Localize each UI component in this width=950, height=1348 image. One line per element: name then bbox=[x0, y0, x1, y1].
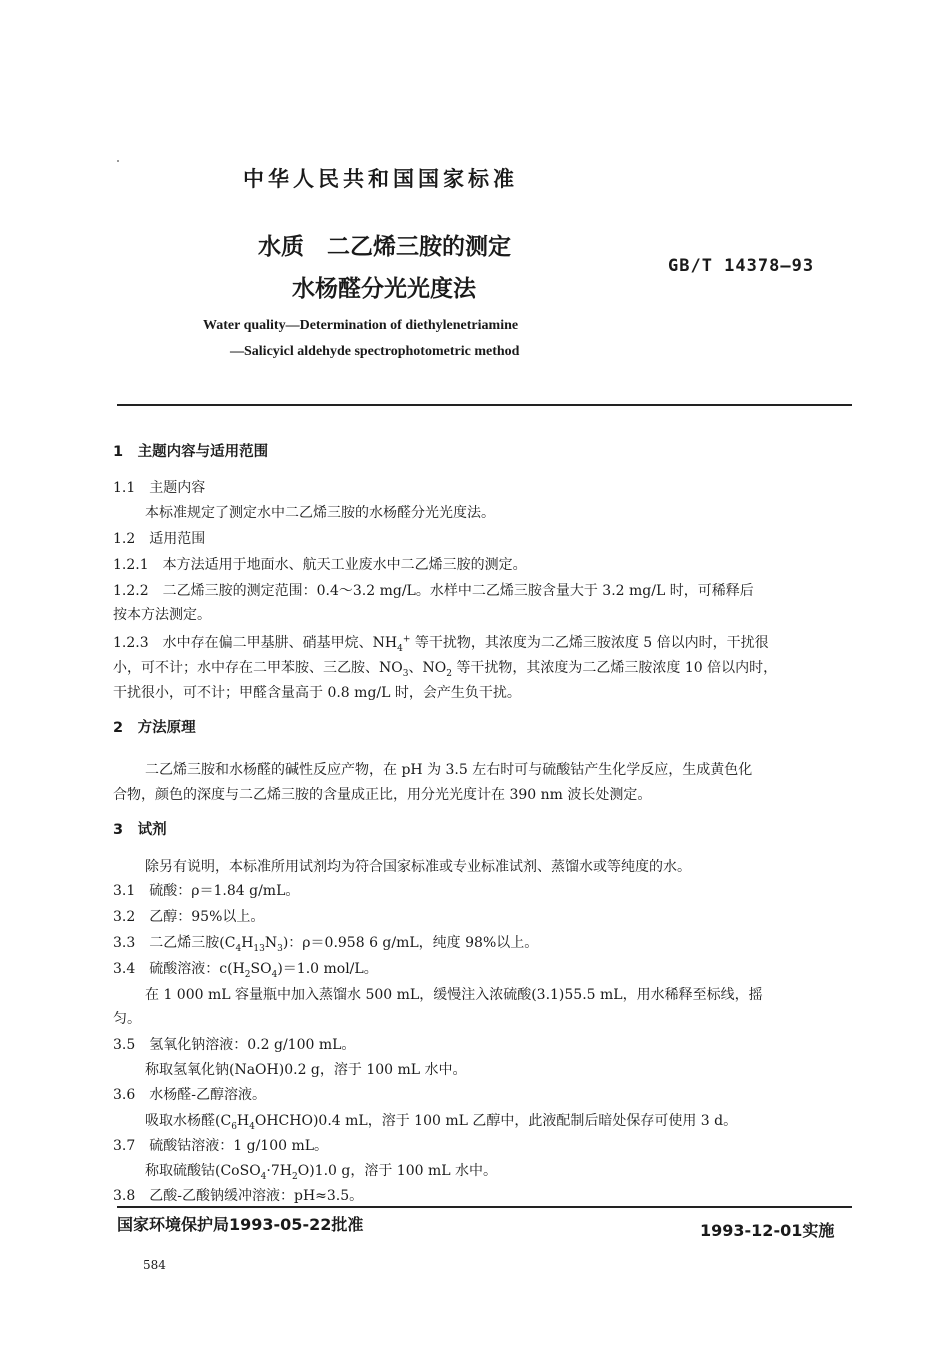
section-2-text-line1: 二乙烯三胺和水杨醛的碱性反应产物，在 pH 为 3.5 左右时可与硫酸钴产生化学反应，生成黄色化 bbox=[145, 762, 753, 778]
section-3-2: 3.2 乙醇：95%以上。 bbox=[113, 909, 265, 925]
section-1-2-3-line2: 小，可不计；水中存在二甲苯胺、三乙胺、$NO_3$、$NO_2$ 等干扰物，其浓度为二乙烯三胺浓度 10 倍以内时， bbox=[113, 660, 778, 679]
section-3-1: 3.1 硫酸：ρ＝1.84 g/mL。 bbox=[113, 883, 300, 899]
section-3-8: 3.8 乙酸-乙酸钠缓冲溶液：pH≈3.5。 bbox=[113, 1188, 364, 1204]
section-2-text-line2: 合物，颜色的深度与二乙烯三胺的含量成正比，用分光光度计在 390 nm 波长处测定。 bbox=[113, 787, 652, 803]
section-1-2-heading: 1.2 适用范围 bbox=[113, 531, 206, 547]
section-3-7-text: 称取硫酸钴$(CoSO_4\cdot 7H_2O)1.0$ g，溶于 100 mL 水中。 bbox=[145, 1163, 497, 1182]
english-title-line2: —Salicyicl aldehyde spectrophotometric method bbox=[230, 344, 520, 359]
section-3-6: 3.6 水杨醛-乙醇溶液。 bbox=[113, 1087, 266, 1103]
section-3-text: 除另有说明，本标准所用试剂均为符合国家标准或专业标准试剂、蒸馏水或等纯度的水。 bbox=[145, 859, 691, 875]
approval-date: 国家环境保护局1993-05-22批准 bbox=[117, 1215, 364, 1234]
section-3-4-text-line1: 在 1 000 mL 容量瓶中加入蒸馏水 500 mL，缓慢注入浓硫酸(3.1)55.5 mL，用水稀释至标线，摇 bbox=[145, 987, 763, 1003]
issuing-country-heading: 中华人民共和国国家标准 bbox=[243, 167, 518, 191]
section-1-2-3-line3: 干扰很小，可不计；甲醛含量高于 0.8 mg/L 时，会产生负干扰。 bbox=[113, 685, 521, 701]
footer-divider bbox=[117, 1206, 852, 1208]
page-number: 584 bbox=[143, 1258, 166, 1272]
header-divider bbox=[117, 404, 852, 406]
section-3-7: 3.7 硫酸钴溶液：1 g/100 mL。 bbox=[113, 1138, 329, 1154]
section-3-4: 3.4 硫酸溶液：$c(H_2SO_4)=1.0$ mol/L。 bbox=[113, 961, 378, 980]
section-1-heading: 1 主题内容与适用范围 bbox=[113, 444, 269, 460]
document-title-line2: 水杨醛分光光度法 bbox=[292, 276, 476, 302]
effective-date: 1993-12-01实施 bbox=[700, 1221, 835, 1240]
section-3-5: 3.5 氢氧化钠溶液：0.2 g/100 mL。 bbox=[113, 1037, 356, 1053]
section-1-2-3-line1: 1.2.3 水中存在偏二甲基肼、硝基甲烷、$NH_4^+$ 等干扰物，其浓度为二乙烯三胺浓度 5 倍以内时，干扰很 bbox=[113, 634, 769, 654]
section-3-5-text: 称取氢氧化钠(NaOH)0.2 g，溶于 100 mL 水中。 bbox=[145, 1062, 467, 1078]
english-title-line1: Water quality—Determination of diethylenetriamine bbox=[203, 318, 519, 333]
document-title-line1: 水质 二乙烯三胺的测定 bbox=[258, 234, 511, 260]
section-1-2-2-line1: 1.2.2 二乙烯三胺的测定范围：0.4～3.2 mg/L。水样中二乙烯三胺含量大于 3.2 mg/L 时，可稀释后 bbox=[113, 583, 754, 599]
section-1-2-2-line2: 按本方法测定。 bbox=[113, 607, 211, 623]
standard-number: GB/T 14378—93 bbox=[668, 256, 815, 276]
scan-speck bbox=[117, 160, 119, 162]
section-3-3: 3.3 二乙烯三胺$(C_4H_{13}N_3)$：ρ＝0.958 6 g/mL，纯度 98%以上。 bbox=[113, 935, 539, 954]
section-3-heading: 3 试剂 bbox=[113, 822, 167, 838]
section-1-1-text: 本标准规定了测定水中二乙烯三胺的水杨醛分光光度法。 bbox=[145, 505, 495, 521]
section-3-4-text-line2: 匀。 bbox=[113, 1011, 141, 1027]
section-2-heading: 2 方法原理 bbox=[113, 720, 196, 736]
section-3-6-text: 吸取水杨醛$(C_6H_4OHCHO)0.4$ mL，溶于 100 mL 乙醇中，此液配制后暗处保存可使用 3 d。 bbox=[145, 1113, 738, 1132]
section-1-2-1: 1.2.1 本方法适用于地面水、航天工业废水中二乙烯三胺的测定。 bbox=[113, 557, 527, 573]
section-1-1-heading: 1.1 主题内容 bbox=[113, 480, 206, 496]
